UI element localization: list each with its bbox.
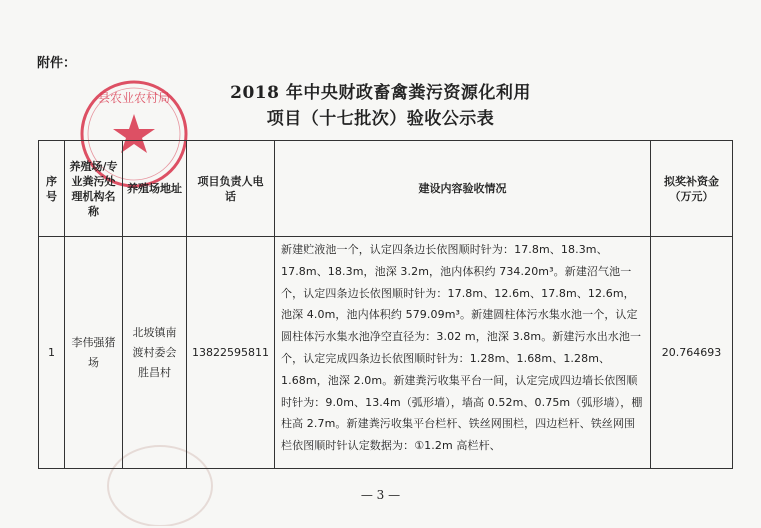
cell-content: 新建贮液池一个，认定四条边长依图顺时针为：17.8m、18.3m、17.8m、18.3m，池深 3.2m，池内体积约 734.20m³。新建沼气池一个，认定四条边长依图顺时针为：17.8m、12.6m、17.8m、12.6m，池深 4.0m，池内体积约 579.09m³。新建圆柱体污水集水池一个，认定圆柱体污水集水池净空直径为：3.02 m，池深 3.8m。新建污水出水池一个，认定完成四条边长依图顺时针为：1.28m、1.68m、1.28m、1.68m，池深 2.0m。新建粪污收集平台一间，认定完成四边墙长依图顺时针为：9.0m、13.4m（弧形墙），墙高 0.52m、0.75m（弧形墙），棚柱高 2.7m。新建粪污收集平台栏杆、铁丝网围栏，四边栏杆、铁丝网围栏依图顺时针认定数据为：①1.2m 高栏杆、 bbox=[275, 237, 651, 469]
svg-text:县农业农村局: 县农业农村局 bbox=[97, 91, 171, 105]
cell-name: 李伟强猪场 bbox=[65, 237, 123, 469]
acceptance-table bbox=[38, 140, 733, 469]
table-row bbox=[39, 237, 733, 469]
col-header-address: 养殖场地址 bbox=[123, 141, 187, 237]
col-header-index: 序号 bbox=[39, 141, 65, 237]
page-number: — 3 — bbox=[360, 488, 401, 502]
page-title-line2: 项目（十七批次）验收公示表 bbox=[266, 109, 495, 129]
cell-phone: 13822595811 bbox=[187, 237, 275, 469]
col-header-name: 养殖场/专业粪污处理机构名称 bbox=[65, 141, 123, 237]
cell-address: 北坡镇南渡村委会胜昌村 bbox=[123, 237, 187, 469]
attachment-label: 附件： bbox=[37, 56, 77, 71]
col-header-phone: 项目负责人电话 bbox=[187, 141, 275, 237]
cell-amount: 20.764693 bbox=[651, 237, 733, 469]
col-header-amount: 拟奖补资金（万元） bbox=[651, 141, 733, 237]
cell-index: 1 bbox=[39, 237, 65, 469]
page-title-line1: 2018 年中央财政畜禽粪污资源化利用 bbox=[230, 83, 531, 103]
table-header-row bbox=[39, 141, 733, 237]
col-header-content: 建设内容验收情况 bbox=[275, 141, 651, 237]
